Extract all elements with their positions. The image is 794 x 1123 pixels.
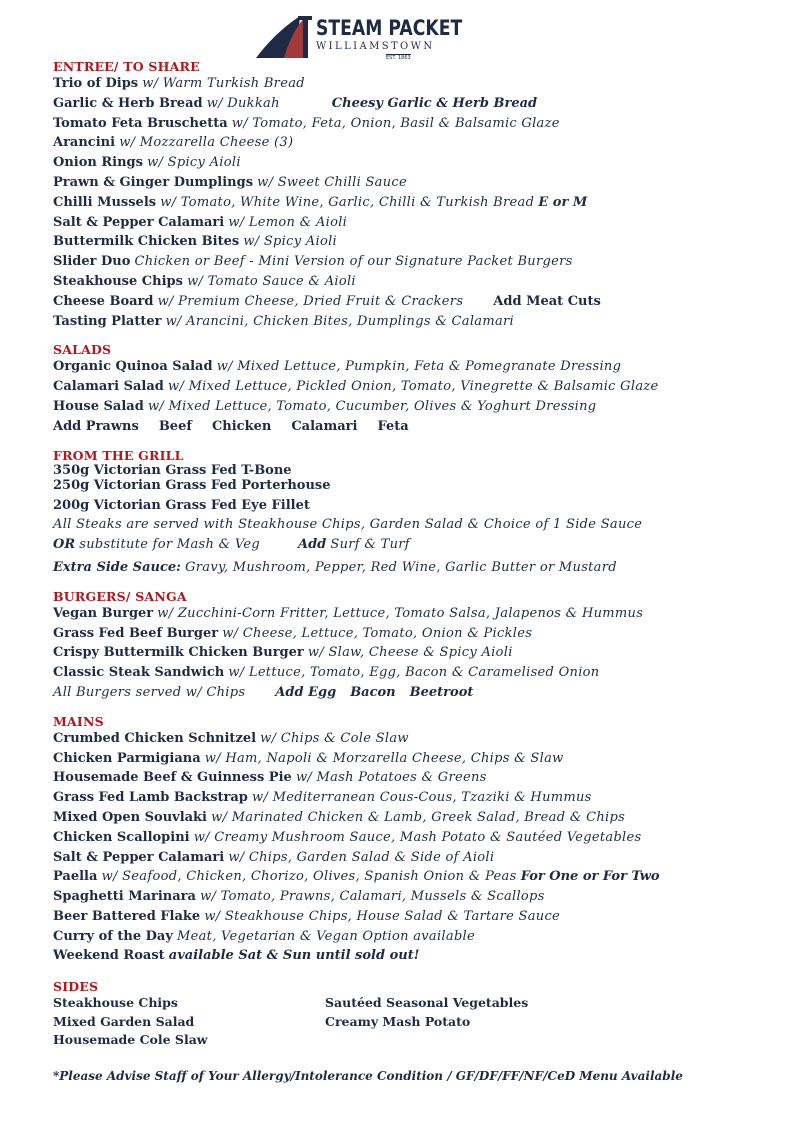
menu-item: Classic Steak Sandwich w/ Lettuce, Tomato, Egg, Bacon & Caramelised Onion <box>53 665 600 681</box>
menu-item: Arancini w/ Mozzarella Cheese (3) <box>53 135 294 151</box>
menu-item: Steakhouse Chips w/ Tomato Sauce & Aioli <box>53 273 356 289</box>
menu-item: Mixed Open Souvlaki w/ Marinated Chicken & Lamb, Greek Salad, Bread & Chips <box>53 809 626 825</box>
steam-packet-logo <box>254 12 463 62</box>
side-item: Creamy Mash Potato <box>325 1013 471 1029</box>
menu-item: Beer Battered Flake w/ Steakhouse Chips, House Salad & Tartare Sauce <box>53 908 561 924</box>
menu-item: Chicken Scallopini w/ Creamy Mushroom Sauce, Mash Potato & Sautéed Vegetables <box>53 829 642 845</box>
logo-subtitle: WILLIAMSTOWN <box>316 41 435 52</box>
menu-item: Organic Quinoa Salad w/ Mixed Lettuce, Pumpkin, Feta & Pomegranate Dressing <box>53 359 622 375</box>
logo-brand: STEAM PACKET <box>316 16 463 40</box>
menu-item: Tasting Platter w/ Arancini, Chicken Bites, Dumplings & Calamari <box>53 313 515 329</box>
side-item: Steakhouse Chips <box>53 995 178 1011</box>
grill-note-or: OR substitute for Mash & Veg Add Surf & Turf <box>53 537 410 553</box>
logo-established: EST. 1863 <box>386 55 411 61</box>
menu-item: Paella w/ Seafood, Chicken, Chorizo, Olives, Spanish Onion & Peas For One or For Two <box>53 869 660 885</box>
side-item: Mixed Garden Salad <box>53 1013 195 1029</box>
salads-heading: SALADS <box>53 342 112 358</box>
sides-list <box>53 994 773 1054</box>
menu-item: Chilli Mussels w/ Tomato, White Wine, Garlic, Chilli & Turkish Bread E or M <box>53 194 588 210</box>
menu-item: Vegan Burger w/ Zucchini-Corn Fritter, Lettuce, Tomato Salsa, Jalapenos & Hummus <box>53 605 644 621</box>
side-item: Sautéed Seasonal Vegetables <box>325 995 529 1011</box>
menu-item: Chicken Parmigiana w/ Ham, Napoli & Morzarella Cheese, Chips & Slaw <box>53 750 564 766</box>
menu-item: Garlic & Herb Bread w/ Dukkah Cheesy Garlic & Herb Bread <box>53 95 538 111</box>
extra-side-sauce: Extra Side Sauce: Gravy, Mushroom, Pepper, Red Wine, Garlic Butter or Mustard <box>53 559 617 575</box>
menu-item: Tomato Feta Bruschetta w/ Tomato, Feta, Onion, Basil & Balsamic Glaze <box>53 115 560 131</box>
menu-item: Onion Rings w/ Spicy Aioli <box>53 155 241 171</box>
menu-item: House Salad w/ Mixed Lettuce, Tomato, Cucumber, Olives & Yoghurt Dressing <box>53 398 597 414</box>
sides-heading: SIDES <box>53 979 99 995</box>
sides-left-column <box>53 994 208 1050</box>
menu-item: Housemade Beef & Guinness Pie w/ Mash Potatoes & Greens <box>53 770 487 786</box>
steak-item: 350g Victorian Grass Fed T-Bone <box>53 462 292 478</box>
grill-note: All Steaks are served with Steakhouse Chips, Garden Salad & Choice of 1 Side Sauce <box>53 517 643 533</box>
side-item: Housemade Cole Slaw <box>53 1032 208 1048</box>
mains-heading: MAINS <box>53 713 104 729</box>
burgers-heading: BURGERS/ SANGA <box>53 588 187 604</box>
menu-item: Salt & Pepper Calamari w/ Chips, Garden Salad & Side of Aioli <box>53 849 495 865</box>
menu-item: Slider Duo Chicken or Beef - Mini Version of our Signature Packet Burgers <box>53 254 573 270</box>
sides-right-column <box>325 994 528 1031</box>
menu-item: Crumbed Chicken Schnitzel w/ Chips & Cole Slaw <box>53 730 409 746</box>
menu-item: Buttermilk Chicken Bites w/ Spicy Aioli <box>53 234 337 250</box>
menu-item: Weekend Roast available Sat & Sun until sold out! <box>53 948 420 964</box>
menu-item: Spaghetti Marinara w/ Tomato, Prawns, Calamari, Mussels & Scallops <box>53 889 545 905</box>
menu-item: Grass Fed Lamb Backstrap w/ Mediterranean Cous-Cous, Tzaziki & Hummus <box>53 790 592 806</box>
menu-item: Grass Fed Beef Burger w/ Cheese, Lettuce, Tomato, Onion & Pickles <box>53 625 533 641</box>
entree-heading: ENTREE/ TO SHARE <box>53 59 200 74</box>
steak-item: 200g Victorian Grass Fed Eye Fillet <box>53 497 310 513</box>
allergy-notice: *Please Advise Staff of Your Allergy/Intolerance Condition / GF/DF/FF/NF/CeD Menu Available <box>53 1069 683 1084</box>
menu-item: Crispy Buttermilk Chicken Burger w/ Slaw, Cheese & Spicy Aioli <box>53 645 513 661</box>
salad-addons: Add Prawns Beef Chicken Calamari Feta <box>53 418 409 434</box>
menu-item: Curry of the Day Meat, Vegetarian & Vegan Option available <box>53 928 476 944</box>
menu-item: Prawn & Ginger Dumplings w/ Sweet Chilli Sauce <box>53 174 407 190</box>
menu-content <box>53 59 773 1083</box>
sail-icon <box>254 12 316 60</box>
menu-item: Cheese Board w/ Premium Cheese, Dried Fruit & Crackers Add Meat Cuts <box>53 293 601 309</box>
menu-item: Trio of Dips w/ Warm Turkish Bread <box>53 76 305 91</box>
burger-note: All Burgers served w/ Chips Add Egg Bacon Beetroot <box>53 684 474 700</box>
steak-item: 250g Victorian Grass Fed Porterhouse <box>53 477 331 493</box>
grill-heading: FROM THE GRILL <box>53 447 184 463</box>
menu-item: Salt & Pepper Calamari w/ Lemon & Aioli <box>53 214 348 230</box>
menu-item: Calamari Salad w/ Mixed Lettuce, Pickled Onion, Tomato, Vinegrette & Balsamic Glaze <box>53 379 659 395</box>
